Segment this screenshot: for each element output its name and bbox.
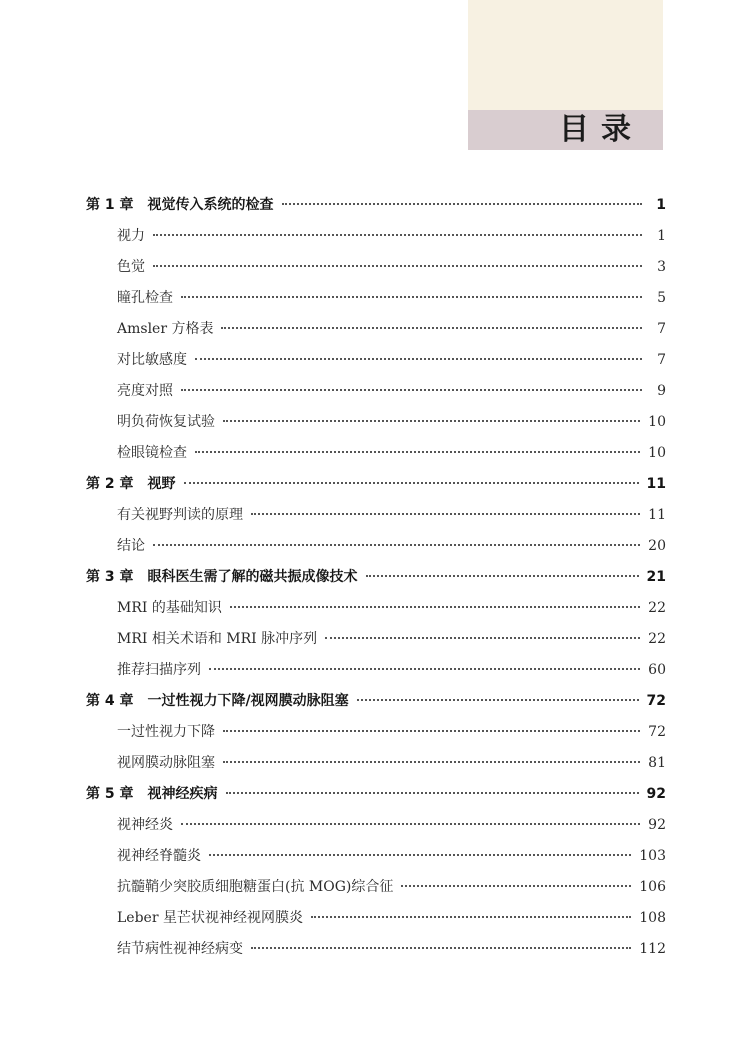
toc-section-title: 视神经脊髓炎 — [117, 848, 201, 864]
toc-page-number: 108 — [639, 910, 666, 926]
toc-dot-leader — [282, 203, 643, 205]
toc-dot-leader — [223, 761, 640, 763]
toc-dot-leader — [184, 482, 639, 484]
toc-page-number: 22 — [648, 600, 666, 616]
toc-dot-leader — [251, 513, 640, 515]
toc-dot-leader — [209, 854, 631, 856]
toc-section-title: 亮度对照 — [117, 383, 173, 399]
toc-section-row[interactable] — [86, 283, 666, 314]
toc-section-title: 色觉 — [117, 259, 145, 275]
toc-page-number: 5 — [657, 290, 666, 306]
header-cream-panel — [468, 0, 663, 110]
toc-dot-leader — [181, 296, 642, 298]
toc-page-number: 7 — [657, 321, 666, 337]
toc-section-row[interactable] — [86, 593, 666, 624]
toc-section-row[interactable] — [86, 252, 666, 283]
toc-section-row[interactable] — [86, 841, 666, 872]
toc-page-number: 10 — [648, 445, 666, 461]
toc-dot-leader — [230, 606, 640, 608]
toc-section-row[interactable] — [86, 314, 666, 345]
toc-chapter-row[interactable] — [86, 190, 666, 221]
toc-chapter-number: 第 5 章 — [86, 786, 134, 802]
toc-section-row[interactable] — [86, 407, 666, 438]
toc-dot-leader — [401, 885, 631, 887]
toc-chapter-label — [86, 190, 274, 221]
toc-chapter-title: 一过性视力下降/视网膜动脉阻塞 — [147, 693, 349, 709]
toc-chapter-number: 第 1 章 — [86, 197, 134, 213]
toc-section-title: 一过性视力下降 — [117, 724, 215, 740]
toc-section-row[interactable] — [86, 345, 666, 376]
toc-page-number: 1 — [656, 197, 666, 213]
toc-section-title: 检眼镜检查 — [117, 445, 187, 461]
toc-dot-leader — [195, 358, 642, 360]
toc-chapter-label — [86, 562, 358, 593]
toc-page-number: 11 — [648, 507, 666, 523]
table-of-contents — [86, 190, 666, 965]
toc-section-row[interactable] — [86, 872, 666, 903]
toc-page-number: 60 — [648, 662, 666, 678]
toc-section-title: 结论 — [117, 538, 145, 554]
toc-page-number: 72 — [648, 724, 666, 740]
toc-dot-leader — [153, 234, 642, 236]
toc-section-title: 视力 — [117, 228, 145, 244]
toc-chapter-row[interactable] — [86, 686, 666, 717]
toc-chapter-label — [86, 469, 176, 500]
page-title: 目录 — [559, 112, 643, 147]
toc-chapter-number: 第 3 章 — [86, 569, 134, 585]
toc-page-number: 9 — [657, 383, 666, 399]
toc-section-row[interactable] — [86, 376, 666, 407]
toc-section-row[interactable] — [86, 934, 666, 965]
toc-dot-leader — [325, 637, 640, 639]
toc-page-number: 20 — [648, 538, 666, 554]
toc-section-title: Leber 星芒状视神经视网膜炎 — [117, 910, 303, 926]
toc-dot-leader — [357, 699, 639, 701]
toc-dot-leader — [181, 823, 640, 825]
toc-section-row[interactable] — [86, 438, 666, 469]
toc-page-number: 92 — [646, 786, 666, 802]
toc-chapter-label — [86, 779, 218, 810]
toc-page-number: 72 — [646, 693, 666, 709]
toc-dot-leader — [153, 544, 640, 546]
toc-chapter-row[interactable] — [86, 779, 666, 810]
toc-dot-leader — [181, 389, 642, 391]
toc-section-row[interactable] — [86, 624, 666, 655]
toc-section-row[interactable] — [86, 655, 666, 686]
toc-chapter-row[interactable] — [86, 469, 666, 500]
toc-dot-leader — [366, 575, 639, 577]
toc-chapter-title: 视觉传入系统的检查 — [147, 197, 274, 213]
toc-dot-leader — [153, 265, 642, 267]
toc-section-row[interactable] — [86, 903, 666, 934]
toc-page-number: 3 — [657, 259, 666, 275]
toc-section-row[interactable] — [86, 500, 666, 531]
toc-page-number: 106 — [639, 879, 666, 895]
toc-dot-leader — [209, 668, 640, 670]
header-block — [468, 0, 663, 150]
toc-chapter-title: 视野 — [147, 476, 176, 492]
toc-section-row[interactable] — [86, 531, 666, 562]
toc-page-number: 103 — [639, 848, 666, 864]
toc-page-number: 11 — [646, 476, 666, 492]
toc-page-number: 112 — [639, 941, 666, 957]
toc-chapter-number: 第 4 章 — [86, 693, 134, 709]
toc-section-title: MRI 相关术语和 MRI 脉冲序列 — [117, 631, 318, 647]
toc-section-title: 抗髓鞘少突胶质细胞糖蛋白(抗 MOG)综合征 — [117, 879, 394, 895]
toc-page-number: 92 — [648, 817, 666, 833]
toc-chapter-number: 第 2 章 — [86, 476, 134, 492]
toc-chapter-title: 视神经疾病 — [147, 786, 218, 802]
toc-section-row[interactable] — [86, 748, 666, 779]
toc-section-row[interactable] — [86, 717, 666, 748]
toc-section-row[interactable] — [86, 221, 666, 252]
toc-page-number: 7 — [657, 352, 666, 368]
toc-page-number: 21 — [646, 569, 666, 585]
toc-section-title: 结节病性视神经病变 — [117, 941, 243, 957]
toc-section-title: 视神经炎 — [117, 817, 173, 833]
toc-chapter-label — [86, 686, 349, 717]
toc-dot-leader — [311, 916, 631, 918]
toc-section-title: MRI 的基础知识 — [117, 600, 222, 616]
toc-page-number: 1 — [657, 228, 666, 244]
toc-dot-leader — [251, 947, 631, 949]
toc-page-number: 81 — [648, 755, 666, 771]
toc-section-title: Amsler 方格表 — [117, 321, 214, 337]
toc-dot-leader — [223, 420, 640, 422]
toc-dot-leader — [226, 792, 639, 794]
toc-section-title: 明负荷恢复试验 — [117, 414, 215, 430]
toc-section-title: 推荐扫描序列 — [117, 662, 201, 678]
toc-chapter-title: 眼科医生需了解的磁共振成像技术 — [147, 569, 358, 585]
toc-section-row[interactable] — [86, 810, 666, 841]
toc-section-title: 视网膜动脉阻塞 — [117, 755, 215, 771]
toc-section-title: 有关视野判读的原理 — [117, 507, 243, 523]
toc-dot-leader — [221, 327, 642, 329]
toc-chapter-row[interactable] — [86, 562, 666, 593]
toc-page-number: 22 — [648, 631, 666, 647]
toc-section-title: 对比敏感度 — [117, 352, 187, 368]
toc-page-number: 10 — [648, 414, 666, 430]
toc-section-title: 瞳孔检查 — [117, 290, 173, 306]
toc-dot-leader — [195, 451, 640, 453]
toc-dot-leader — [223, 730, 640, 732]
